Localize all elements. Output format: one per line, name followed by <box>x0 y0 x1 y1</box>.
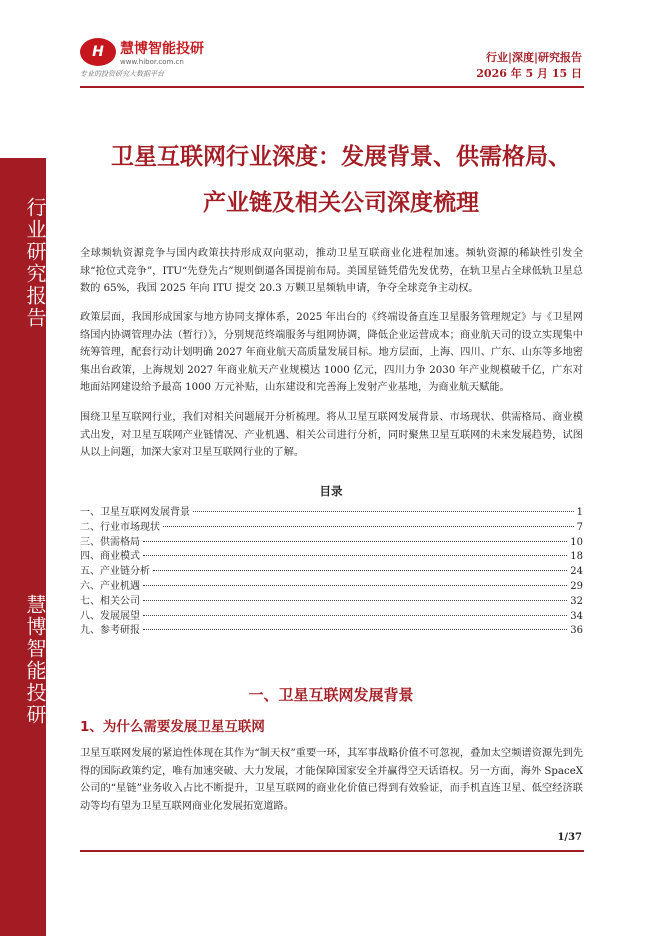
toc-leader-dots <box>153 570 567 571</box>
toc-item[interactable] <box>80 595 583 610</box>
toc-item-page: 1 <box>576 507 583 518</box>
footer-divider <box>80 850 584 852</box>
intro-paragraph-3: 围绕卫星互联网行业，我们对相关问题展开分析梳理。将从卫星互联网发展背景、市场现状、供需格局、商业模式出发，对卫星互联网产业链情况、产业机遇、相关公司进行分析，同时聚焦卫星互联网的未来发展趋势，试图从以上问题，加深大家对卫星互联网行业的了解。 <box>80 412 583 459</box>
title-line-2: 产业链及相关公司深度梳理 <box>203 190 479 216</box>
toc-leader-dots <box>143 615 567 616</box>
toc-leader-dots <box>143 555 567 556</box>
intro-paragraph-1: 全球频轨资源竞争与国内政策扶持形成双向驱动，推动卫星互联商业化进程加速。频轨资源的稀缺性引发全球“抢位式竞争”，ITU“先登先占”规则倒逼各国提前布局。美国星链凭借先发优势，在轨卫星占全球低轨卫星总数的 65%，我国 2025 年向 ITU 提交 20.3 万颗卫星频轨申请，争夺全球竞争主动权。 <box>80 248 583 295</box>
toc-leader-dots <box>143 629 567 630</box>
brand-slogan: 专业的投资研究大数据平台 <box>80 70 164 78</box>
toc-item[interactable] <box>80 580 583 595</box>
report-meta <box>476 50 582 82</box>
page-number: 1/37 <box>557 832 582 843</box>
report-category: 行业|深度|研究报告 <box>485 51 582 64</box>
toc-leader-dots <box>163 526 574 527</box>
toc-item-page: 18 <box>570 551 583 563</box>
section-paragraph: 卫星互联网发展的紧迫性体现在其作为“制天权”重要一环，其军事战略价值不可忽视，叠加太空频谱资源先到先得的国际政策约定，唯有加速突破、大力发展，才能保障国家安全并赢得空天话语权。另一方面，海外 SpaceX 公司的“星链”业务收入占比不断提升，卫星互联网的商业化价值已得到有效验证，而手机直连卫星、低空经济联动等均有望为卫星互联网商业化发展拓宽道路。 <box>80 748 583 812</box>
toc-item-label: 五、产业链分析 <box>80 566 150 578</box>
toc-leader-dots <box>143 600 567 601</box>
toc-item-label: 八、发展展望 <box>80 610 140 622</box>
brand-logo-icon: H <box>80 38 116 66</box>
toc-item-label: 九、参考研报 <box>80 625 140 637</box>
toc-item-page: 34 <box>570 610 583 622</box>
toc-item-page: 7 <box>576 521 583 533</box>
header-divider <box>80 86 584 88</box>
section-subheading: 1、为什么需要发展卫星互联网 <box>80 719 265 735</box>
toc-item[interactable] <box>80 506 583 521</box>
toc-item[interactable] <box>80 610 583 625</box>
toc-leader-dots <box>143 585 567 586</box>
section-heading: 一、卫星互联网发展背景 <box>248 686 414 704</box>
table-of-contents <box>80 506 583 639</box>
toc-item-label: 四、商业模式 <box>80 551 140 563</box>
toc-item-label: 一、卫星互联网发展背景 <box>80 507 190 518</box>
brand-name: 慧博智能投研 <box>120 41 204 57</box>
toc-item-page: 29 <box>570 580 583 592</box>
document-title <box>60 134 622 226</box>
brand-url: www.hibor.com.cn <box>120 58 184 66</box>
sidebar-top-label: 行业研究报告 <box>23 197 47 329</box>
toc-leader-dots <box>143 541 567 542</box>
toc-item-page: 32 <box>570 595 583 607</box>
sidebar-bottom-label: 慧博智能投研 <box>23 594 47 726</box>
toc-item[interactable] <box>80 536 583 551</box>
intro-paragraph-2: 政策层面，我国形成国家与地方协同支撑体系，2025 年出台的《终端设备直连卫星服务管理规定》与《卫星网络国内协调管理办法（暂行）》，分别规范终端服务与组网协调，降低企业运营成本；商业航天司的设立实现集中统筹管理，配套行动计划明确 2027 年商业航天高质量发展目标。地方层面，上海、四川、广东、山东等多地密集出台政策，上海规划 2027 年商业航天产业规模达 1000 亿元，四川力争 2030 年产业规模破千亿，广东对地面站网建设给予最高 1000 万元补贴，山东建设和完善海上发射产业基地，为商业航天赋能。 <box>80 312 583 394</box>
toc-item-page: 24 <box>570 566 583 578</box>
toc-item-page: 36 <box>570 625 583 637</box>
toc-leader-dots <box>193 511 574 512</box>
toc-title: 目录 <box>319 484 343 498</box>
toc-item-label: 六、产业机遇 <box>80 580 140 592</box>
toc-item[interactable] <box>80 550 583 565</box>
toc-item[interactable] <box>80 624 583 639</box>
brand-logo[interactable] <box>80 36 240 80</box>
title-line-1: 卫星互联网行业深度：发展背景、供需格局、 <box>111 144 571 170</box>
toc-item-label: 七、相关公司 <box>80 595 140 607</box>
report-date: 2026 年 5 月 15 日 <box>476 67 582 80</box>
toc-item-page: 10 <box>570 536 583 548</box>
toc-item[interactable] <box>80 565 583 580</box>
toc-item-label: 二、行业市场现状 <box>80 521 160 533</box>
toc-item-label: 三、供需格局 <box>80 536 140 548</box>
toc-item[interactable] <box>80 521 583 536</box>
